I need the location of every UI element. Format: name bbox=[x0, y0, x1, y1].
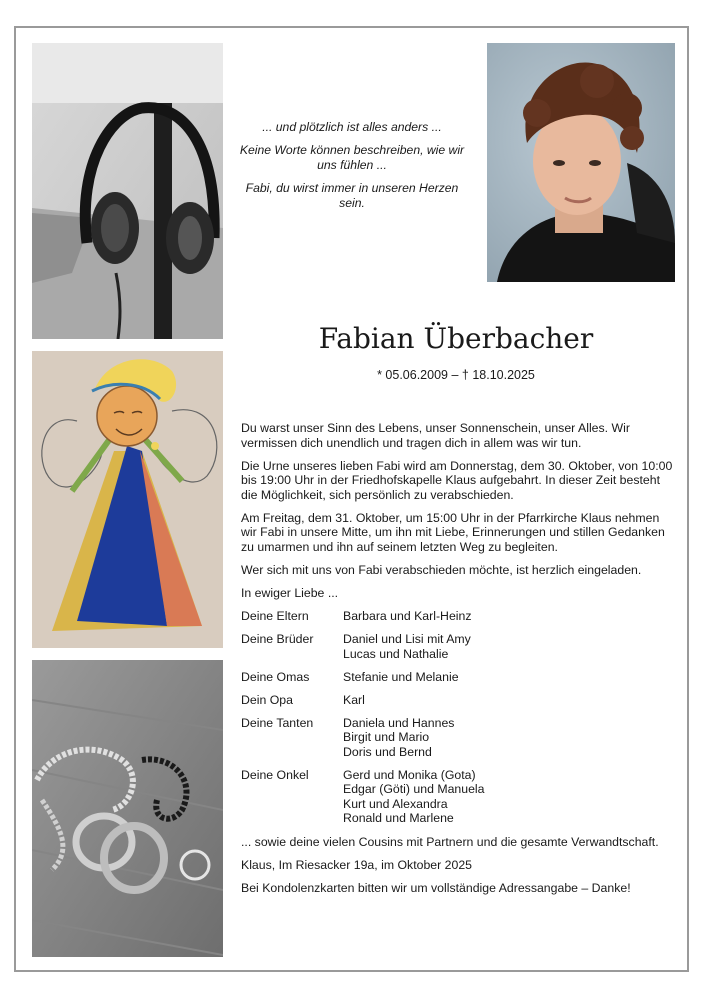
family-names: Karl bbox=[343, 692, 365, 707]
quote-line: Fabi, du wirst immer in unseren Herzen sein. bbox=[245, 181, 459, 210]
family-names: Birgit und Mario bbox=[343, 730, 430, 745]
place-date: Klaus, Im Riesacker 19a, im Oktober 2025 bbox=[241, 857, 473, 872]
family-names: Daniela und Hannes bbox=[343, 715, 455, 730]
family-list bbox=[241, 609, 677, 826]
family-names: Lucas und Nathalie bbox=[343, 646, 449, 661]
family-names: Edgar (Göti) und Manuela bbox=[343, 782, 485, 797]
family-names: Kurt und Alexandra bbox=[343, 796, 448, 811]
family-names: Ronald und Marlene bbox=[343, 811, 454, 826]
paragraph: Wer sich mit uns von Fabi verabschieden möchte, ist herzlich eingeladen. bbox=[241, 562, 642, 577]
memorial-quote bbox=[236, 120, 468, 219]
family-row bbox=[241, 632, 677, 661]
paragraph: Am Freitag, dem 31. Oktober, um 15:00 Uhr in der Pfarrkirche Klaus nehmen wir Fabi in unsere Mitte, um ihn mit Liebe, Erinnerungen und stillen Gedanken zu umarmen und ihn auf seinem letzten Weg zu begleiten. bbox=[241, 510, 665, 554]
family-names: Stefanie und Melanie bbox=[343, 669, 459, 684]
family-label: Dein Opa bbox=[241, 692, 293, 707]
family-names: Doris und Bernd bbox=[343, 744, 432, 759]
family-row bbox=[241, 670, 677, 685]
quote-line: Keine Worte können beschreiben, wie wir uns fühlen ... bbox=[239, 143, 465, 172]
family-row bbox=[241, 693, 677, 708]
relatives-note: ... sowie deine vielen Cousins mit Partnern und die gesamte Verwandtschaft. bbox=[241, 834, 659, 849]
angel-drawing-photo bbox=[32, 351, 223, 648]
obituary-text bbox=[241, 421, 677, 904]
family-row bbox=[241, 609, 677, 624]
family-row bbox=[241, 716, 677, 760]
family-label: Deine Tanten bbox=[241, 715, 314, 730]
family-label: Deine Brüder bbox=[241, 632, 314, 647]
quote-line: ... und plötzlich ist alles anders ... bbox=[262, 120, 442, 134]
paragraph: Die Urne unseres lieben Fabi wird am Donnerstag, dem 30. Oktober, von 10:00 bis 19:00 Uhr in der Friedhofskapelle Klaus aufgebahrt. In dieser Zeit besteht die Möglichkeit, sich persönlich zu verabschieden. bbox=[241, 458, 673, 502]
family-row bbox=[241, 768, 677, 826]
headphones-photo bbox=[32, 43, 223, 339]
paragraph: Du warst unser Sinn des Lebens, unser Sonnenschein, unser Alles. Wir vermissen dich unendlich und tragen dich in allem was wir tun. bbox=[241, 421, 630, 450]
family-label: Deine Omas bbox=[241, 669, 310, 684]
family-names: Barbara und Karl-Heinz bbox=[343, 608, 472, 623]
paragraph: In ewiger Liebe ... bbox=[241, 585, 339, 600]
family-label: Deine Eltern bbox=[241, 608, 309, 623]
family-names: Daniel und Lisi mit Amy bbox=[343, 632, 471, 647]
condolence-note: Bei Kondolenzkarten bitten wir um vollständige Adressangabe – Danke! bbox=[241, 880, 631, 895]
deceased-name: Fabian Überbacher bbox=[318, 322, 594, 355]
life-dates: * 05.06.2009 – † 18.10.2025 bbox=[377, 368, 535, 382]
family-label: Deine Onkel bbox=[241, 767, 309, 782]
family-names: Gerd und Monika (Gota) bbox=[343, 767, 476, 782]
jewelry-photo bbox=[32, 660, 223, 957]
portrait-photo bbox=[487, 43, 675, 282]
